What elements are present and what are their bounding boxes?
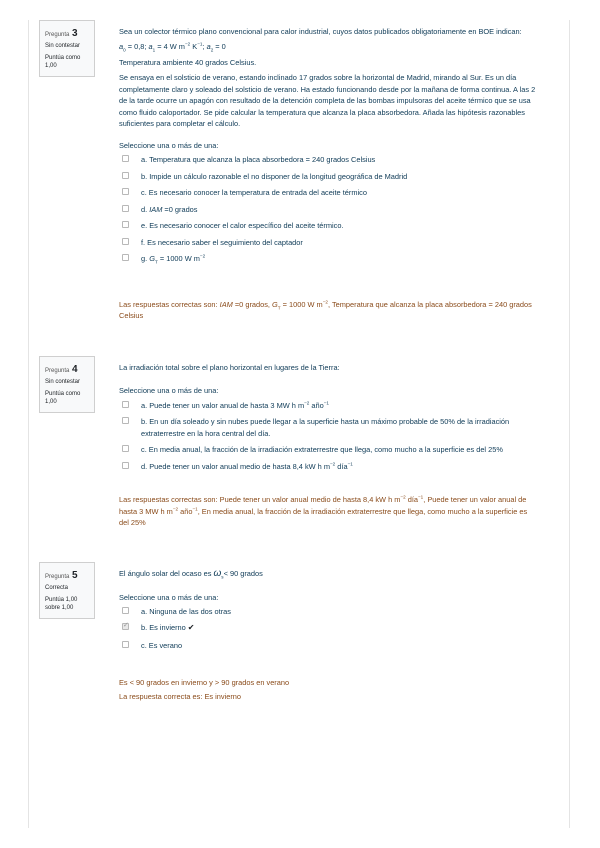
grade-label: Puntúa como xyxy=(45,54,81,61)
general-feedback xyxy=(119,677,539,702)
question-content xyxy=(119,362,539,531)
select-prompt: Seleccione una o más de una: xyxy=(119,592,219,602)
question-number: 5 xyxy=(72,570,78,581)
question-content xyxy=(119,566,539,704)
checkbox[interactable] xyxy=(122,205,129,212)
answer-option: a. Ninguna de las dos otras xyxy=(119,606,539,617)
answer-option: a. Puede tener un valor anual de hasta 3 MW h $m^{-2}$ año$^{-1}$ xyxy=(119,400,539,411)
checkbox[interactable] xyxy=(122,641,129,648)
checkbox[interactable] xyxy=(122,462,129,469)
grade-value: 1,00 xyxy=(45,62,57,69)
answer-option: b. En un día soleado y sin nubes puede llegar a la superficie hasta un máximo probable de 50% de la irradiación extraterrestre en la hora central del día. xyxy=(119,416,539,439)
quiz-review-frame xyxy=(28,20,570,828)
question-info xyxy=(39,20,95,77)
question-info xyxy=(39,356,95,413)
explanation-text: Es < 90 grados en invierno y > 90 grados en verano xyxy=(119,678,290,688)
checkbox[interactable] xyxy=(122,238,129,245)
question-state: Correcta xyxy=(45,585,69,591)
collector-formula: $a_0 = 0,8$; $a_1 = 4$ W $m^{-2}$ $K^{-1}$; $a_2 = 0$ xyxy=(119,42,226,53)
checkbox[interactable] xyxy=(122,607,129,614)
answer-option: d. IAM =0 grados xyxy=(119,204,539,215)
question-state: Sin contestar xyxy=(45,379,81,385)
question-text: El ángulo solar del ocaso es $\omega_s< 90$ grados xyxy=(119,568,263,580)
right-answer-feedback: Las respuestas correctas son: Puede tener un valor anual medio de hasta 8,4 kW h $m^{-2}$ día$^{-1}$, Puede tener un valor anual de hasta 3 MW h $m^{-2}$ año$^{-1}$, En media anual, la fracción de la irradiación extraterrestre que llega, como mucho a la superficie es del 25% xyxy=(119,494,528,528)
ambient-text: Temperatura ambiente 40 grados Celsius. xyxy=(119,57,257,67)
checkbox[interactable] xyxy=(122,188,129,195)
answer-list xyxy=(119,606,539,651)
answer-option: a. Temperatura que alcanza la placa absorbedora = 240 grados Celsius xyxy=(119,154,539,165)
right-answer-feedback: Las respuestas correctas son: IAM =0 grados, $G_T = 1000$ W $m^{-2}$, Temperatura que alcanza la placa absorbedora = 240 grados Celsius xyxy=(119,299,532,320)
question-text: La irradiación total sobre el plano horizontal en lugares de la Tierra: xyxy=(119,363,340,372)
question-text xyxy=(119,26,539,130)
question-label: Pregunta xyxy=(45,574,70,580)
checkbox[interactable] xyxy=(122,221,129,228)
answer-list xyxy=(119,154,539,264)
answer-option: c. Es verano xyxy=(119,640,539,651)
checkbox-checked[interactable] xyxy=(122,623,129,630)
right-answer-text: La respuesta correcta es: Es invierno xyxy=(119,691,242,701)
grade-label: Puntúa 1,00 sobre 1,00 xyxy=(45,596,78,611)
answer-option: b. Impide un cálculo razonable el no disponer de la longitud geográfica de Madrid xyxy=(119,171,539,182)
select-prompt: Seleccione una o más de una: xyxy=(119,140,219,150)
correct-check-icon: ✔ xyxy=(187,623,195,633)
grade-label: Puntúa como xyxy=(45,390,81,397)
answer-option: c. En media anual, la fracción de la irradiación extraterrestre que llega, como mucho a la superficie es del 25% xyxy=(119,444,539,455)
question-content xyxy=(119,26,539,323)
scenario-text: Se ensaya en el solsticio de verano, estando inclinado 17 grados sobre la horizontal de Madrid, mirando al Sur. Es un día completamente claro y soleado del solsticio de verano. Ha estado funcionando desde por la mañana de forma continua. A las 2 de la tarde ocurre un apagón con resultado de la detención completa de las bombas impulsoras del aceite térmico que se usa como fluido caloportador. Se pide calcular la temperatura que alcanza la placa absorbedora. Añada las hipótesis razonables suficientes para completar el cálculo. xyxy=(119,73,536,129)
answer-option: g. $G_T = 1000$ W $m^{-2}$ xyxy=(119,253,539,264)
answer-option: e. Es necesario conocer el calor específico del aceite térmico. xyxy=(119,220,539,231)
checkbox[interactable] xyxy=(122,401,129,408)
checkbox[interactable] xyxy=(122,254,129,261)
question-label: Pregunta xyxy=(45,368,70,374)
question-label: Pregunta xyxy=(45,32,70,38)
answer-list xyxy=(119,400,539,472)
answer-option: c. Es necesario conocer la temperatura de entrada del aceite térmico xyxy=(119,187,539,198)
question-number: 3 xyxy=(72,28,78,39)
question-info xyxy=(39,562,95,619)
checkbox[interactable] xyxy=(122,445,129,452)
checkbox[interactable] xyxy=(122,172,129,179)
select-prompt: Seleccione una o más de una: xyxy=(119,386,219,396)
question-state: Sin contestar xyxy=(45,43,81,49)
checkbox[interactable] xyxy=(122,155,129,162)
answer-option: f. Es necesario saber el seguimiento del captador xyxy=(119,237,539,248)
question-number: 4 xyxy=(72,364,78,375)
checkbox[interactable] xyxy=(122,417,129,424)
grade-value: 1,00 xyxy=(45,398,57,405)
answer-option: d. Puede tener un valor anual medio de hasta 8,4 kW h $m^{-2}$ día$^{-1}$ xyxy=(119,461,539,472)
intro-text: Sea un colector térmico plano convencional para calor industrial, cuyos datos publicados obligatoriamente en BOE indican: xyxy=(119,27,522,36)
answer-option: ✓ b. Es invierno ✔ xyxy=(119,622,539,634)
